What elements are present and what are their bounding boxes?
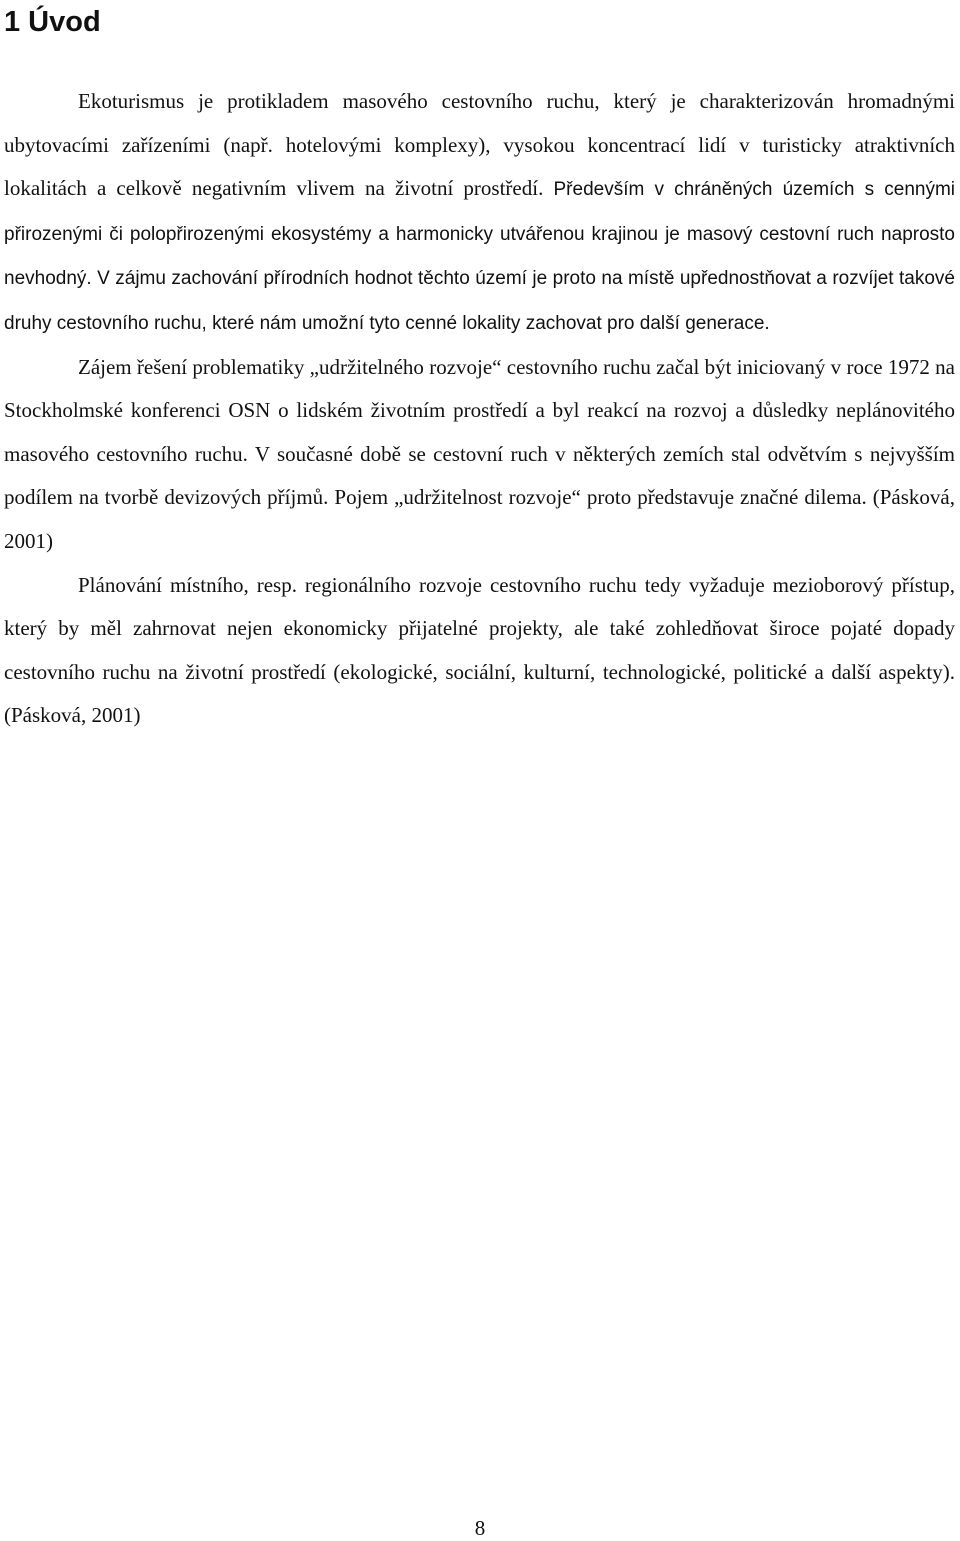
paragraph-1-part-a: Ekoturismus je protikladem masového cestovního ruchu, který je charakterizován hromadnými ubytovacími zařízeními (např. hotelovými komplexy), vysokou koncentrací lidí v turisticky atraktivních lokalitách a celkově negativním vlivem na životní prostředí.: [4, 89, 955, 201]
paragraph-2: Zájem řešení problematiky „udržitelného rozvoje“ cestovního ruchu začal být iniciovaný v roce 1972 na Stockholmské konferenci OSN o lidském životním prostředí a byl reakcí na rozvoj a důsledky neplánovitého masového cestovního ruchu. V současné době se cestovní ruch v některých zemích stal odvětvím s nejvyšším podílem na tvorbě devizových příjmů. Pojem „udržitelnost rozvoje“ proto představuje značné dilema. (Pásková, 2001): [4, 354, 955, 553]
chapter-heading: 1 Úvod: [4, 6, 101, 38]
body-text: [4, 80, 955, 738]
paragraph-3: Plánování místního, resp. regionálního rozvoje cestovního ruchu tedy vyžaduje mezioborový přístup, který by měl zahrnovat nejen ekonomicky přijatelné projekty, ale také zohledňovat široce pojaté dopady cestovního ruchu na životní prostředí (ekologické, sociální, kulturní, technologické, politické a další aspekty). (Pásková, 2001): [4, 572, 955, 728]
paragraph-1-part-b: Především v chráněných územích s cennými přirozenými či polopřirozenými ekosystémy a harmonicky utvářenou krajinou je masový cestovní ruch naprosto nevhodný. V zájmu zachování přírodních hodnot těchto území je proto na místě upřednostňovat a rozvíjet takové druhy cestovního ruchu, které nám umožní tyto cenné lokality zachovat pro další generace.: [4, 179, 955, 334]
page-number: 8: [474, 1516, 486, 1540]
paragraph-1: [4, 80, 955, 346]
